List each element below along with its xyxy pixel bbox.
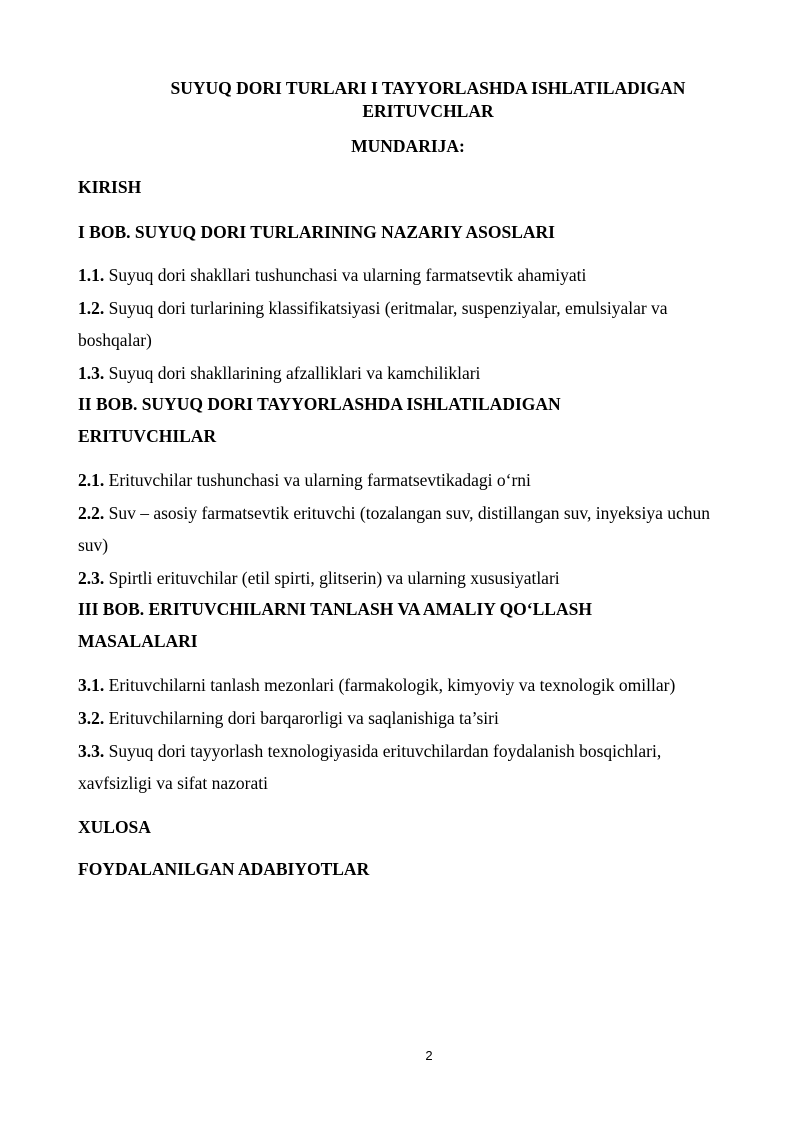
section-number: 3.3. xyxy=(78,741,105,761)
section-number: 2.3. xyxy=(78,568,105,588)
section-number: 1.2. xyxy=(78,298,105,318)
title-line-1: SUYUQ DORI TURLARI I TAYYORLASHDA ISHLATILADIGAN xyxy=(170,78,686,98)
toc-section-2-2 xyxy=(78,497,728,561)
section-number: 1.1. xyxy=(78,265,105,285)
toc-section-1-1 xyxy=(78,259,728,291)
section-text: Suyuq dori shakllarining afzalliklari va kamchiliklari xyxy=(108,363,481,383)
toc-conclusion: XULOSA xyxy=(78,817,151,837)
page-number: 2 xyxy=(425,1048,433,1063)
section-text: Spirtli erituvchilar (etil spirti, glitserin) va ularning xususiyatlari xyxy=(108,568,560,588)
toc-section-1-2 xyxy=(78,292,728,356)
document-title xyxy=(78,77,778,123)
section-text: Erituvchilarning dori barqarorligi va saqlanishiga ta’siri xyxy=(108,708,499,728)
chapter-title-line-1: II BOB. SUYUQ DORI TAYYORLASHDA ISHLATILADIGAN xyxy=(78,394,561,414)
toc-references: FOYDALANILGAN ADABIYOTLAR xyxy=(78,859,370,879)
toc-chapter-1: I BOB. SUYUQ DORI TURLARINING NAZARIY ASOSLARI xyxy=(78,222,555,242)
toc-chapter-3 xyxy=(78,593,728,657)
toc-intro: KIRISH xyxy=(78,177,142,197)
section-number: 3.1. xyxy=(78,675,105,695)
section-text: Erituvchilar tushunchasi va ularning farmatsevtikadagi o‘rni xyxy=(108,470,531,490)
toc-section-2-1 xyxy=(78,464,728,496)
section-number: 3.2. xyxy=(78,708,105,728)
toc-section-3-1 xyxy=(78,669,728,701)
chapter-title-line-2: MASALALARI xyxy=(78,631,198,651)
section-text: Suv – asosiy farmatsevtik erituvchi (tozalangan suv, distillangan suv, inyeksiya uchun suv) xyxy=(78,503,710,555)
section-text: Suyuq dori tayyorlash texnologiyasida erituvchilardan foydalanish bosqichlari, xavfsizligi va sifat nazorati xyxy=(78,741,662,793)
toc-section-3-3 xyxy=(78,735,728,799)
toc-chapter-2 xyxy=(78,388,728,452)
section-number: 1.3. xyxy=(78,363,105,383)
toc-section-3-2 xyxy=(78,702,728,734)
section-number: 2.2. xyxy=(78,503,105,523)
section-number: 2.1. xyxy=(78,470,105,490)
title-line-2: ERITUVCHLAR xyxy=(362,101,494,121)
section-text: Erituvchilarni tanlash mezonlari (farmakologik, kimyoviy va texnologik omillar) xyxy=(108,675,676,695)
contents-heading: MUNDARIJA: xyxy=(351,136,465,156)
section-text: Suyuq dori turlarining klassifikatsiyasi (eritmalar, suspenziyalar, emulsiyalar va boshqalar) xyxy=(78,298,668,350)
toc-section-1-3 xyxy=(78,357,728,389)
section-text: Suyuq dori shakllari tushunchasi va ularning farmatsevtik ahamiyati xyxy=(108,265,587,285)
chapter-title-line-2: ERITUVCHILAR xyxy=(78,426,217,446)
toc-section-2-3 xyxy=(78,562,728,594)
chapter-title-line-1: III BOB. ERITUVCHILARNI TANLASH VA AMALIY QO‘LLASH xyxy=(78,599,592,619)
